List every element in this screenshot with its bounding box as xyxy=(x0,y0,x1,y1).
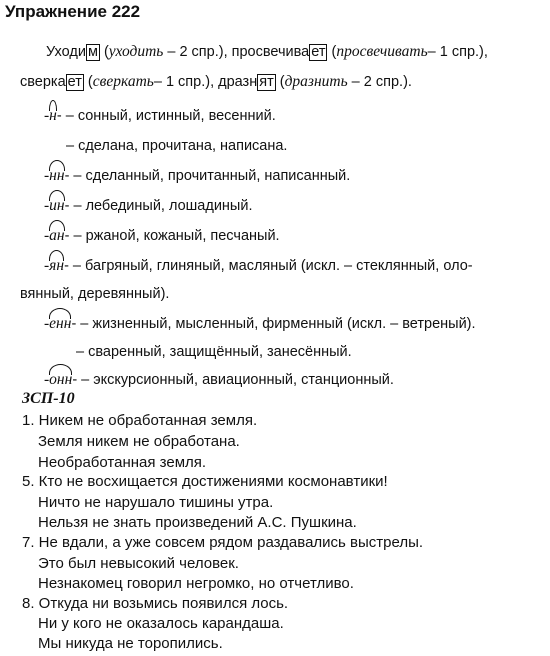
suffix-row xyxy=(44,256,473,276)
text: - – жизненный, мысленный, фирменный (искл. – ветреный). xyxy=(71,316,476,332)
suffix-mark: ян xyxy=(49,257,65,274)
list-item: Это был невысокий человек. xyxy=(38,555,239,572)
text: – 1 спр.), дразн xyxy=(153,74,258,90)
text: ( xyxy=(83,74,93,90)
paragraph-line-2 xyxy=(20,72,412,92)
suffix-mark: енн xyxy=(49,315,72,332)
list-item: Незнакомец говорил негромко, но отчетливо. xyxy=(38,575,354,592)
text: ( xyxy=(99,44,109,60)
ending-box: м xyxy=(87,44,98,60)
text: вянный, деревянный). xyxy=(20,286,170,302)
ending-box: ет xyxy=(311,44,326,60)
list-item: Мы никуда не торопились. xyxy=(38,635,223,652)
text: сверка xyxy=(20,74,66,90)
list-item: Ничто не нарушало тишины утра. xyxy=(38,494,274,511)
text: - xyxy=(44,227,50,244)
text: – сваренный, защищённый, занесённый. xyxy=(76,344,352,360)
text: - xyxy=(44,107,50,124)
italic-text: сверкать xyxy=(92,73,154,90)
ending-box: ят xyxy=(259,74,274,90)
text: - – сделанный, прочитанный, написанный. xyxy=(64,168,351,184)
suffix-mark: ин xyxy=(49,197,65,214)
ending-box: ет xyxy=(67,74,82,90)
list-item: Ни у кого не оказалось карандаша. xyxy=(38,615,284,632)
text: - xyxy=(44,167,50,184)
suffix-row xyxy=(20,284,169,304)
text: - – лебединый, лошадиный. xyxy=(64,198,253,214)
text: - xyxy=(44,315,50,332)
list-item: 8. Откуда ни возьмись появился лось. xyxy=(22,595,289,612)
list-item: Земля никем не обработана. xyxy=(38,433,240,450)
exercise-title: Упражнение 222 xyxy=(5,2,141,21)
suffix-row xyxy=(44,314,476,334)
list-item: 7. Не вдали, а уже совсем рядом раздавались выстрелы. xyxy=(22,534,424,551)
text: - xyxy=(44,197,50,214)
text: – 2 спр.). xyxy=(347,74,412,90)
text: – 2 спр.), просвечива xyxy=(163,44,310,60)
text: - – сонный, истинный, весенний. xyxy=(56,108,276,124)
list-item: 5. Кто не восхищается достижениями космонавтики! xyxy=(22,473,388,490)
text: ( xyxy=(327,44,337,60)
suffix-mark: н xyxy=(49,107,57,124)
section-heading: ЗСП-10 xyxy=(22,390,75,407)
suffix-row xyxy=(66,136,287,156)
suffix-mark: онн xyxy=(49,371,73,388)
suffix-row xyxy=(44,226,280,246)
suffix-row xyxy=(44,166,350,186)
text: - – багряный, глиняный, масляный (искл. – стеклянный, оло- xyxy=(64,258,473,274)
italic-text: уходить xyxy=(108,43,164,60)
text: – 1 спр.), xyxy=(427,44,488,60)
list-item: Нельзя не знать произведений А.С. Пушкина. xyxy=(38,514,357,531)
suffix-row xyxy=(76,342,352,362)
text: - – ржаной, кожаный, песчаный. xyxy=(64,228,280,244)
text: - xyxy=(44,371,50,388)
list-item: Необработанная земля. xyxy=(38,454,207,471)
italic-text: просвечивать xyxy=(336,43,428,60)
list-item: 1. Никем не обработанная земля. xyxy=(22,412,258,429)
text: Уходи xyxy=(46,44,86,60)
suffix-mark: ан xyxy=(49,227,65,244)
suffix-mark: нн xyxy=(49,167,65,184)
suffix-row xyxy=(44,106,276,126)
text: - xyxy=(44,257,50,274)
suffix-row xyxy=(44,370,394,390)
text: ( xyxy=(275,74,285,90)
suffix-row xyxy=(44,196,252,216)
paragraph-line-1 xyxy=(46,42,488,62)
text: - – экскурсионный, авиационный, станционный. xyxy=(72,372,394,388)
italic-text: дразнить xyxy=(284,73,348,90)
text: – сделана, прочитана, написана. xyxy=(66,138,288,154)
